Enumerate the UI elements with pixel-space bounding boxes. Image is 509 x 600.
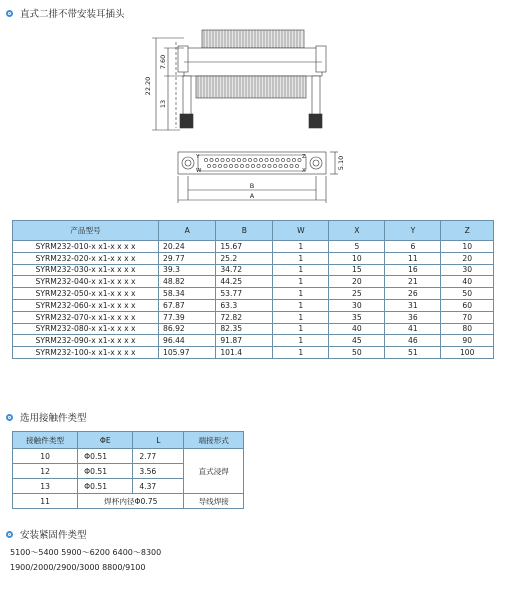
table-row <box>13 347 494 359</box>
contact-table <box>12 431 244 509</box>
cell: 16 <box>385 264 441 276</box>
col-w: W <box>273 221 329 241</box>
cell: 40 <box>441 276 494 288</box>
col-contact-type: 接触件类型 <box>13 432 78 449</box>
cell: 58.34 <box>159 288 216 300</box>
cell: 60 <box>441 299 494 311</box>
col-a: A <box>159 221 216 241</box>
cell: 15 <box>329 264 385 276</box>
cell: 3.56 <box>133 464 184 479</box>
spec-table <box>12 220 494 359</box>
bottom-view <box>178 152 338 203</box>
table-row <box>13 335 494 347</box>
cell: 1 <box>273 347 329 359</box>
col-diameter: ΦE <box>78 432 133 449</box>
bullet-icon <box>6 414 13 421</box>
jackscrew-right <box>309 114 322 128</box>
cell: 6 <box>385 241 441 253</box>
cell: 10 <box>13 449 78 464</box>
cell: 63.3 <box>216 299 273 311</box>
spec-table-header <box>13 221 494 241</box>
cell: 导线焊接 <box>184 494 244 509</box>
table-row <box>13 323 494 335</box>
col-termination: 端接形式 <box>184 432 244 449</box>
cell: 1 <box>273 264 329 276</box>
col-x: X <box>329 221 385 241</box>
cell: 53.77 <box>216 288 273 300</box>
cell: Φ0.51 <box>78 464 133 479</box>
col-model: 产品型号 <box>13 221 159 241</box>
cell: 30 <box>329 299 385 311</box>
table-row <box>13 241 494 253</box>
cell: SYRM232-040-x x1-x x x x <box>13 276 159 288</box>
cell: 29.77 <box>159 252 216 264</box>
cell: 1 <box>273 311 329 323</box>
table-row <box>13 449 244 464</box>
cell: 2.77 <box>133 449 184 464</box>
cell: 1 <box>273 299 329 311</box>
cell: SYRM232-100-x x1-x x x x <box>13 347 159 359</box>
cell: 20 <box>441 252 494 264</box>
table-row <box>13 288 494 300</box>
cell: 10 <box>329 252 385 264</box>
cell: 48.82 <box>159 276 216 288</box>
cell: Φ0.51 <box>78 479 133 494</box>
cell: 100 <box>441 347 494 359</box>
cell: 11 <box>385 252 441 264</box>
col-z: Z <box>441 221 494 241</box>
cell: 50 <box>441 288 494 300</box>
cell: 31 <box>385 299 441 311</box>
cell: 1 <box>273 241 329 253</box>
cell: 4.37 <box>133 479 184 494</box>
cell: SYRM232-080-x x1-x x x x <box>13 323 159 335</box>
dim-depth: 5.10 <box>337 155 345 171</box>
cell: 15.67 <box>216 241 273 253</box>
cell: 20.24 <box>159 241 216 253</box>
lower-pin-row <box>196 76 306 98</box>
cell: SYRM232-020-x x1-x x x x <box>13 252 159 264</box>
cell: 77.39 <box>159 311 216 323</box>
cell: 焊杯内径Φ0.75 <box>78 494 184 509</box>
cell: 5 <box>329 241 385 253</box>
cell: 25 <box>329 288 385 300</box>
cell: 30 <box>441 264 494 276</box>
jackscrew-left <box>180 114 193 128</box>
table-row <box>13 494 244 509</box>
section-title-text: 选用接触件类型 <box>20 413 87 424</box>
cell: 91.87 <box>216 335 273 347</box>
cell: 51 <box>385 347 441 359</box>
fastener-line-2: 1900/2000/2900/3000 8800/9100 <box>10 563 146 572</box>
table-row <box>13 311 494 323</box>
section-title-contacts <box>6 410 87 424</box>
table-row <box>13 252 494 264</box>
cell: 96.44 <box>159 335 216 347</box>
cell: 40 <box>329 323 385 335</box>
cell: 25.2 <box>216 252 273 264</box>
label-b: B <box>249 182 255 190</box>
cell: 41 <box>385 323 441 335</box>
merged-termination: 直式浸焊 <box>184 449 244 494</box>
cell: 44.25 <box>216 276 273 288</box>
cell: 35 <box>329 311 385 323</box>
cell: SYRM232-050-x x1-x x x x <box>13 288 159 300</box>
dim-lower: 13 <box>159 99 167 109</box>
cell: 46 <box>385 335 441 347</box>
cell: 26 <box>385 288 441 300</box>
cell: 80 <box>441 323 494 335</box>
dim-total-height: 22.20 <box>144 76 152 96</box>
fastener-line-1: 5100～5400 5900～6200 6400～8300 <box>10 548 162 557</box>
section-title-text: 安装紧固件类型 <box>20 530 87 541</box>
pin-label-y: Y <box>196 154 200 160</box>
cell: 82.35 <box>216 323 273 335</box>
col-y: Y <box>385 221 441 241</box>
cell: 105.97 <box>159 347 216 359</box>
upper-pin-row <box>202 30 304 48</box>
cell: 20 <box>329 276 385 288</box>
connector-drawing <box>140 28 370 203</box>
cell: 70 <box>441 311 494 323</box>
cell: 72.82 <box>216 311 273 323</box>
cell: 13 <box>13 479 78 494</box>
pin-label-x: X <box>302 168 306 174</box>
cell: 50 <box>329 347 385 359</box>
cell: 21 <box>385 276 441 288</box>
cell: 90 <box>441 335 494 347</box>
col-length: L <box>133 432 184 449</box>
cell: Φ0.51 <box>78 449 133 464</box>
cell: 36 <box>385 311 441 323</box>
cell: 11 <box>13 494 78 509</box>
cell: 1 <box>273 323 329 335</box>
dim-upper: 7.60 <box>159 54 167 70</box>
cell: 1 <box>273 288 329 300</box>
cell: SYRM232-090-x x1-x x x x <box>13 335 159 347</box>
cell: SYRM232-060-x x1-x x x x <box>13 299 159 311</box>
cell: 34.72 <box>216 264 273 276</box>
cell: 1 <box>273 335 329 347</box>
table-row <box>13 276 494 288</box>
table-row <box>13 299 494 311</box>
col-b: B <box>216 221 273 241</box>
cell: SYRM232-010-x x1-x x x x <box>13 241 159 253</box>
cell: 39.3 <box>159 264 216 276</box>
cell: 10 <box>441 241 494 253</box>
cell: 12 <box>13 464 78 479</box>
cell: 1 <box>273 252 329 264</box>
pin-label-w: W <box>196 168 202 174</box>
bullet-icon <box>6 531 13 538</box>
cell: SYRM232-030-x x1-x x x x <box>13 264 159 276</box>
cell: 1 <box>273 276 329 288</box>
cell: 86.92 <box>159 323 216 335</box>
table-row <box>13 264 494 276</box>
cell: 67.87 <box>159 299 216 311</box>
section-title-plug <box>6 6 125 20</box>
pin-label-z: Z <box>302 154 306 160</box>
bullet-icon <box>6 10 13 17</box>
label-a: A <box>249 192 255 200</box>
section-title-text: 直式二排不带安装耳插头 <box>20 9 125 20</box>
cell: SYRM232-070-x x1-x x x x <box>13 311 159 323</box>
section-title-fasteners <box>6 527 87 541</box>
cell: 45 <box>329 335 385 347</box>
cell: 101.4 <box>216 347 273 359</box>
